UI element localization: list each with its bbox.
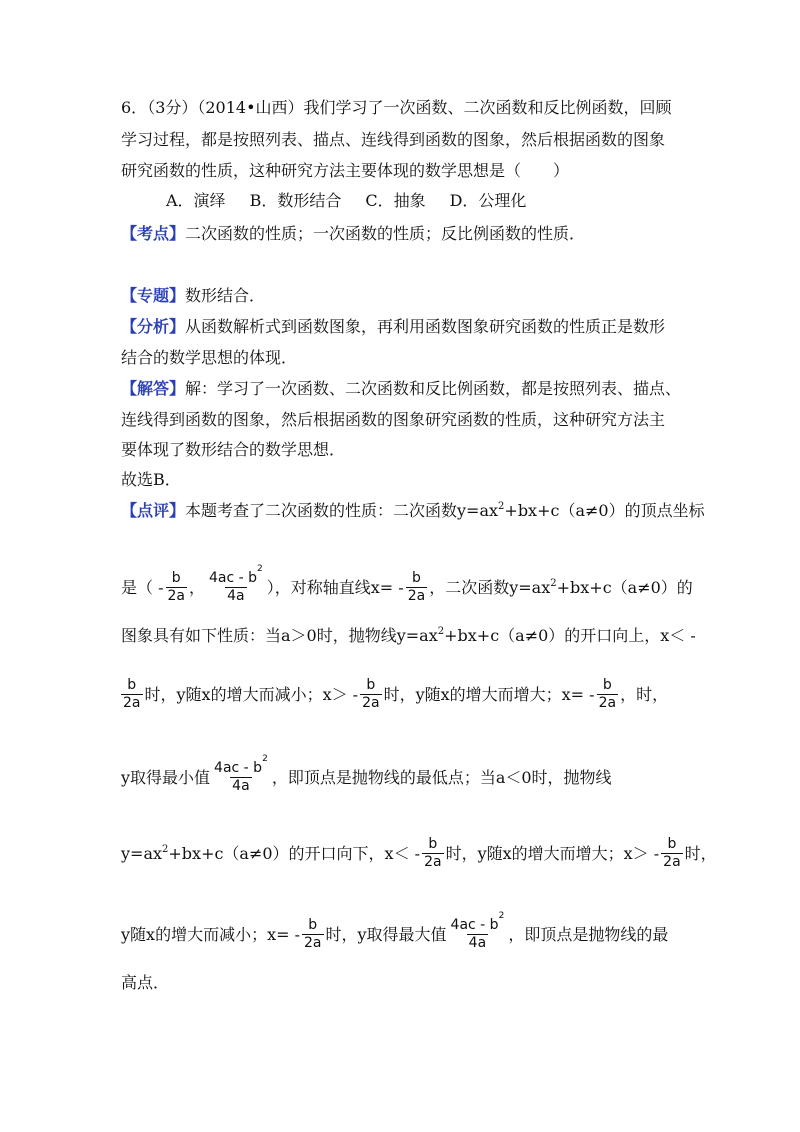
dianping-line-1	[121, 501, 705, 521]
fenxi-text-1: 从函数解析式到函数图象，再利用函数图象研究函数的性质正是数形	[185, 317, 666, 336]
exponent: 2	[257, 564, 263, 575]
jieda-answer: 故选B．	[121, 470, 181, 489]
dianping-line-4	[119, 679, 668, 712]
fraction-numerator: b	[127, 677, 137, 693]
dianping-text: +bx+c（a≠0）的顶点坐标	[504, 501, 705, 520]
dianping-text: ，二次函数y=ax	[429, 578, 551, 597]
fraction-vertex-y	[207, 564, 265, 604]
fraction-vertex-y	[212, 754, 270, 794]
dianping-text: ，	[189, 578, 206, 597]
dianping-text: 时，y随x的增大而增大；x＞ -	[445, 844, 660, 863]
fraction-vertex-y	[449, 911, 507, 951]
options-row	[166, 191, 550, 211]
dianping-text: y随x的增大而减小；x= -	[121, 925, 300, 944]
dianping-text: +bx+c（a≠0）的	[556, 578, 693, 597]
dianping-text: y取得最小值	[121, 768, 211, 787]
dianping-text: y=ax	[121, 844, 163, 863]
fraction-denominator: 2a	[362, 695, 380, 711]
question-line-3: 研究函数的性质，这种研究方法主要体现的数学思想是（ ）	[121, 161, 570, 180]
fraction-numerator: b	[412, 570, 421, 586]
exponent: 2	[550, 577, 557, 589]
dianping-line-2	[121, 564, 693, 605]
fraction-numerator	[207, 564, 265, 587]
dianping-text: 时，y取得最大值	[325, 925, 447, 944]
dianping-text: 时，y随x的增大而增大；x= -	[383, 685, 595, 704]
exponent: 2	[498, 911, 505, 922]
numerator-text: 4ac - b	[450, 917, 499, 933]
dianping-text: ，即顶点是抛物线的最低点；当a＜0时，抛物线	[271, 768, 612, 787]
exponent: 2	[437, 625, 445, 637]
fraction-denominator: 2a	[167, 588, 185, 604]
fraction-b-over-2a	[597, 678, 619, 711]
dianping-text: 图象具有如下性质：当a＞0时，抛物线y=ax	[121, 626, 438, 645]
exponent: 2	[498, 500, 505, 512]
numerator-text: 4ac - b	[214, 760, 263, 776]
jieda-line-3: 要体现了数形结合的数学思想．	[121, 440, 346, 459]
exponent: 2	[262, 754, 268, 765]
kaodian-section	[121, 224, 585, 244]
dianping-text: +bx+c（a≠0）的开口向下，x＜ -	[168, 844, 421, 863]
numerator-text: 4ac - b	[209, 570, 258, 586]
option-c: C．抽象	[365, 191, 426, 210]
kaodian-text: 二次函数的性质；一次函数的性质；反比例函数的性质．	[185, 224, 586, 243]
zhuanti-section	[121, 286, 265, 306]
fraction-denominator: 2a	[304, 935, 322, 951]
exponent: 2	[162, 843, 169, 855]
fraction-denominator: 2a	[407, 588, 426, 604]
dianping-text: ，时，	[620, 685, 669, 704]
option-a: A．演绎	[166, 191, 226, 210]
fraction-denominator: 2a	[424, 854, 442, 870]
fraction-denominator: 4a	[232, 778, 250, 794]
dianping-line-7	[121, 911, 669, 952]
dianping-text: 时，y随x的增大而减小；x＞ -	[144, 685, 359, 704]
dianping-text: 本题考查了二次函数的性质：二次函数y=ax	[185, 501, 499, 520]
fraction-numerator	[449, 911, 507, 934]
fenxi-tag: 【分析】	[121, 317, 186, 336]
jieda-line-1	[121, 379, 681, 399]
dianping-line-8: 高点．	[121, 973, 170, 992]
option-b: B．数形结合	[249, 191, 342, 210]
option-d: D．公理化	[449, 191, 527, 210]
dianping-line-5	[121, 754, 612, 795]
fenxi-line-2: 结合的数学思想的体现．	[121, 348, 298, 367]
jieda-line-2: 连线得到函数的图象，然后根据函数的图象研究函数的性质，这种研究方法主	[121, 410, 666, 429]
question-line-2: 学习过程，都是按照列表、描点、连线得到函数的图象，然后根据函数的图象	[121, 130, 666, 149]
fraction-b-over-2a	[422, 837, 444, 870]
zhuanti-text: 数形结合．	[185, 286, 266, 305]
jieda-tag: 【解答】	[121, 379, 186, 398]
fraction-numerator: b	[308, 917, 318, 933]
fraction-b-over-2a	[661, 837, 683, 870]
fraction-b-over-2a	[406, 571, 428, 604]
fraction-denominator: 4a	[227, 588, 245, 604]
fraction-b-over-2a	[302, 918, 324, 951]
question-number: 6．	[121, 98, 148, 117]
dianping-text: 是（ -	[121, 578, 164, 597]
dianping-tag: 【点评】	[121, 501, 186, 520]
fraction-numerator: b	[366, 677, 376, 693]
zhuanti-tag: 【专题】	[121, 286, 186, 305]
fenxi-line-1	[121, 317, 665, 337]
dianping-text: +bx+c（a≠0）的开口向上，x＜ -	[444, 626, 696, 645]
fraction-numerator: b	[602, 677, 612, 693]
fraction-b-over-2a	[360, 678, 382, 711]
question-line-1	[121, 98, 672, 118]
fraction-denominator: 2a	[598, 695, 617, 711]
fraction-numerator	[212, 754, 270, 777]
dianping-text: ），对称轴直线x= -	[266, 578, 404, 597]
kaodian-tag: 【考点】	[121, 224, 186, 243]
question-stem: （3分）（2014•山西）我们学习了一次函数、二次函数和反比例函数，回顾	[147, 98, 672, 117]
fraction-b-over-2a	[121, 678, 143, 711]
jieda-text-1: 解：学习了一次函数、二次函数和反比例函数，都是按照列表、描点、	[185, 379, 682, 398]
fraction-numerator: b	[428, 836, 438, 852]
fraction-denominator: 4a	[468, 935, 487, 951]
fraction-denominator: 2a	[123, 695, 141, 711]
fraction-denominator: 2a	[663, 854, 681, 870]
dianping-line-3	[121, 626, 696, 646]
dianping-text: 时，	[684, 844, 717, 863]
fraction-numerator: b	[171, 570, 181, 586]
dianping-line-6	[121, 838, 717, 871]
dianping-text: ，即顶点是抛物线的最	[508, 925, 669, 944]
fraction-b-over-2a	[166, 571, 188, 604]
fraction-numerator: b	[667, 836, 677, 852]
